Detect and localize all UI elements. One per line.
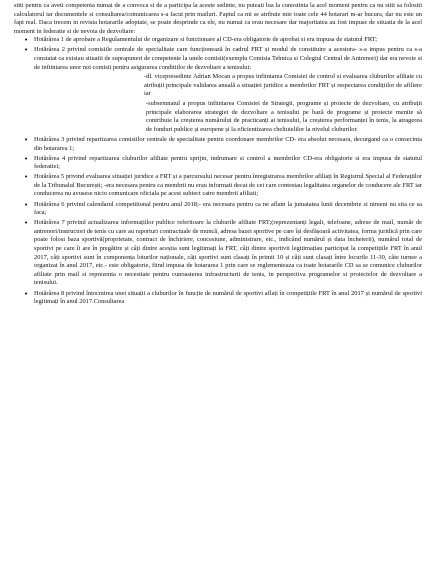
list-item-text: Hotărârea 1 de aprobare a Regulamentului de organizare si functionare al CD-era obligatorie de aprobat si era impusa de statutul FRT; <box>34 36 378 44</box>
list-item-text: Hotărârea 8 privind întocmirea unei situații a cluburilor în funcție de numărul de sportivi aflați în competițiile FRT în anul 2017 și numărul de sportivi legitimați în anul 2017.Consultarea <box>34 289 422 306</box>
document-body <box>14 2 422 308</box>
list-item-text: Hotărârea 5 privind evaluarea situației juridice a FRT și a parcursului necesar pentru înregistrarea membrilor afiliați în Registrul Special al Federațiilor de la Tribunalul București; -era necesara pentru ca membrii nu erau informati decat de cei care contestau legalitatea organelor de conducere ale FRT iar conducerea nu avusese nicio comunicare oficiala pe acest subiect catre membrii afiliati; <box>34 173 422 198</box>
list-item <box>14 46 422 134</box>
list-item-text: Hotărârea 7 privind actualizarea informațiilor publice referitoare la cluburile afiliate FRT;(reprezentanți legali, telefoane, adrese de mail, număr de antrenori/instructori de tenis cu care au raporturi contractuale de muncă, adresa bazei sportive pe care își desfășoară activitatea, forma juridică prin care poate folosi baza sportivă(proprietate, contract de închiriere, concesiune, administrare, etc., indicând numărul și data încheierii), numărul total de sportivi pe care îi are în pregătire și câți dintre aceștia sunt legitimați la FRT, câți dintre sportivii legitimațiau participat la competițiile FRT în anul 2017, câți sportivi sunt în componența loturilor naționale, câți sportivi sunt clasați în primii 10 și câți sunt clasați între locurile 11-30, câte turnee a organizat în anul 2017, etc.- este obligatorie, fiind impusa de hotararea 1 prin care se reglementeaza ca toate hotararile CD sa se comunice cluburilor afiliate prin mail si reprezenta o necesitate pentru cunoasterea infrastructurii de tenis, in perspectiva programelor si proiectelor de dezvoltare a tenisului. <box>34 219 422 287</box>
bullet-icon: • <box>24 173 29 182</box>
list-item <box>14 201 422 218</box>
list-item <box>14 136 422 153</box>
list-item-text: Hotărârea 4 privind repartizarea cluburilor afiliate pentru sprijin, indrumare si control a membrilor CD-era obligatorie si era impusa de statutul federatiei; <box>34 154 422 171</box>
list-item-text: Hotărârea 2 privind comisiile centrale de specialitate care funcționează în cadrul FRT și modul de constituire a acestora- s-a impus pentru ca s-a constatat ca existau situatii de suprapuneri de competente la unele comisii(exemplu Comisia Tehnica si Colegiul Central de Antrenori) dar era nevoie si de infiintarea unor noi comisii pentru asigurarea conditiilor de dezvoltare a tenisului: <box>34 46 422 71</box>
bullet-icon: • <box>24 200 29 209</box>
list-item <box>14 290 422 307</box>
bullet-icon: • <box>24 46 29 55</box>
intro-paragraph: stiti pentru ca aveti competenta numai de a convoca si de a participa la aceste sedinte, nu puteati lua la cunostinta la acel moment pentru ca nu stiti sa folositi calculatorul iar documentele si consultarea/comunicarea s-a facut prin mailuri. Faptul ca mi se atribuie mie toate cele 44 hotarari m-ar bucura, dar nu este un fapt real. Daca trecem in revista hotararile adoptate, se poate desprinde ca ele, nu numai ca erau necesare dar majoritatea au fost impuse de situatia de la acel moment in federatie si de nevoia de dezvoltare: <box>14 2 422 35</box>
bullet-icon: • <box>24 36 29 45</box>
bullet-icon: • <box>24 289 29 298</box>
sub-paragraph: -subsemnatul a propus infiintarea Comisiei de Strategii, programe și proiecte de dezvoltare, cu atribuții principale elaborarea strategiei de dezvoltare a tenisului pe bază de programe și proiecte menite să contribuie la creșterea numărului de practicanți ai tenisului, la creșterea performanței în tenis, la atragerea de fonduri publice și europene și la eficientizarea cheltuielilor la nivelul cluburilor. <box>146 100 422 133</box>
decisions-list <box>14 36 422 306</box>
bullet-icon: • <box>24 135 29 144</box>
list-item-text: Hotărârea 3 privind repartizarea comisiilor centrale de specialitate pentru coordonare membrilor CD- era absolut necesara, decurgand ca o consecinta din hotararea 1; <box>34 135 422 152</box>
list-item <box>14 155 422 172</box>
list-item <box>14 36 422 45</box>
list-item <box>14 173 422 199</box>
sub-paragraph: -dl. vicepresedinte Adrian Mocan a propus infiintarea Comisiei de control si evaluarea cluburilor afiliate cu atribuții principale validarea anuală a situației juridice a membrilor FRT și respectarea condițiilor de afiliere iar <box>144 73 422 98</box>
bullet-icon: • <box>24 154 29 163</box>
list-item <box>14 219 422 288</box>
list-item-text: Hotărârea 6 privind calendarul competitional pentru anul 2018;- era necesara pentru ca ne aflam la jumatatea lunii decembrie si nimeni nu stia ce sa faca; <box>34 200 422 217</box>
bullet-icon: • <box>24 219 29 228</box>
